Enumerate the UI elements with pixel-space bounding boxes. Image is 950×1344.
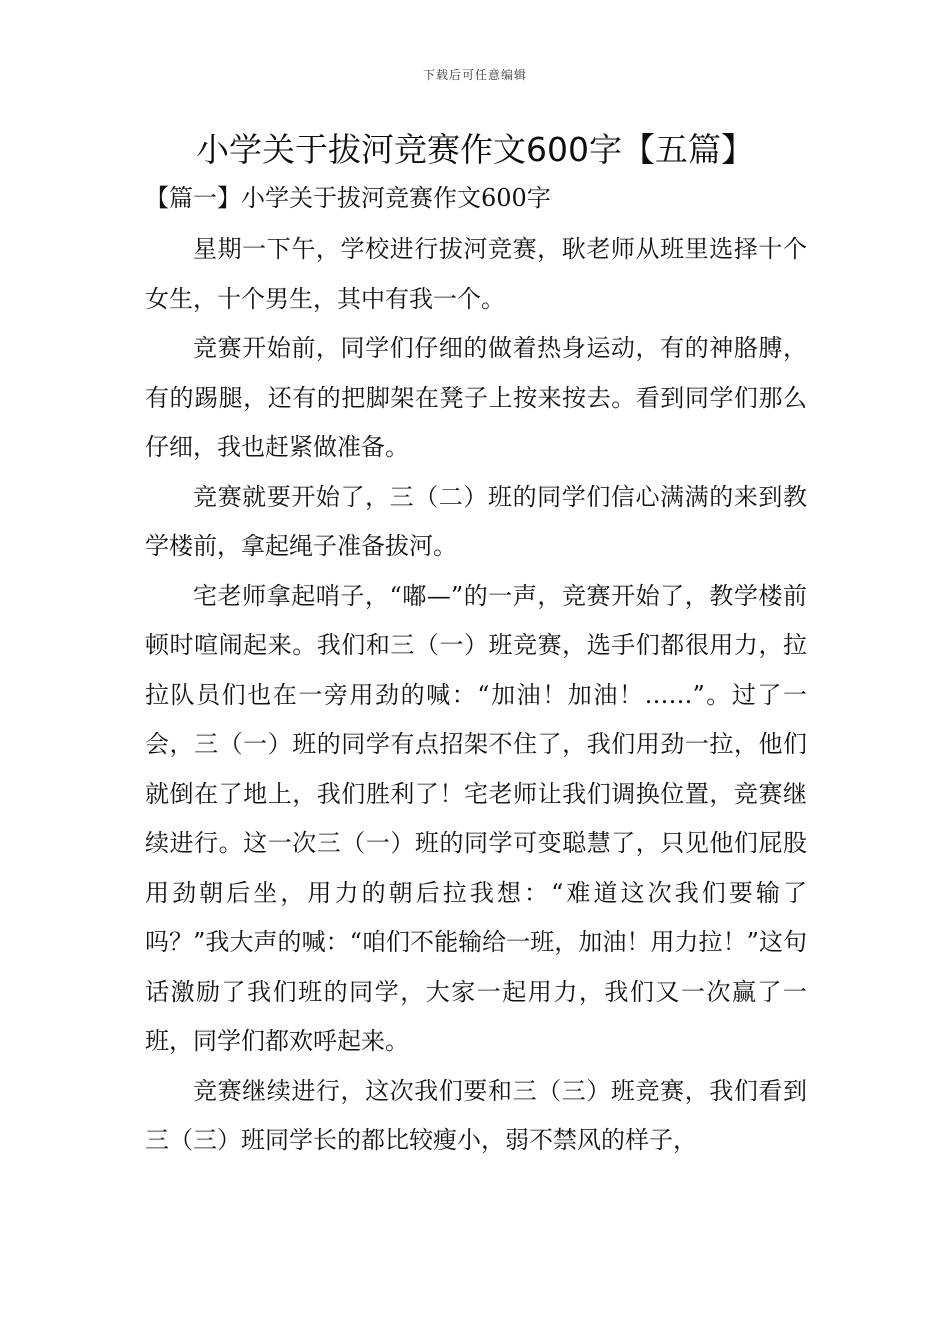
paragraph: 竞赛开始前，同学们仔细的做着热身运动，有的神胳膊，有的踢腿，还有的把脚架在凳子上按来按去。看到同学们那么仔细，我也赶紧做准备。 (145, 334, 807, 461)
section-heading: 【篇一】小学关于拔河竞赛作文600字 (145, 184, 551, 212)
header-note: 下载后可任意编辑 (422, 68, 527, 82)
paragraph: 星期一下午，学校进行拔河竞赛，耿老师从班里选择十个女生，十个男生，其中有我一个。 (145, 235, 807, 313)
paragraph: 竞赛就要开始了，三（二）班的同学们信心满满的来到教学楼前，拿起绳子准备拔河。 (145, 482, 807, 560)
paragraph: 宅老师拿起哨子，“嘟—”的一声，竞赛开始了，教学楼前顿时喧闹起来。我们和三（一）班竞赛，选手们都很用力，拉拉队员们也在一旁用劲的喊：“加油！加油！……”。过了一会，三（一）班的同学有点招架不住了，我们用劲一拉，他们就倒在了地上，我们胜利了！宅老师让我们调换位置，竞赛继续进行。这一次三（一）班的同学可变聪慧了，只见他们屁股用劲朝后坐，用力的朝后拉我想：“难道这次我们要输了吗？”我大声的喊：“咱们不能输给一班，加油！用力拉！”这句话激励了我们班的同学，大家一起用力，我们又一次赢了一班，同学们都欢呼起来。 (145, 581, 807, 1055)
paragraph: 竞赛继续进行，这次我们要和三（三）班竞赛，我们看到三（三）班同学长的都比较瘦小，弱不禁风的样子， (145, 1076, 807, 1154)
essay-body (145, 225, 807, 1166)
document-title: 小学关于拔河竞赛作文600字【五篇】 (196, 130, 754, 169)
